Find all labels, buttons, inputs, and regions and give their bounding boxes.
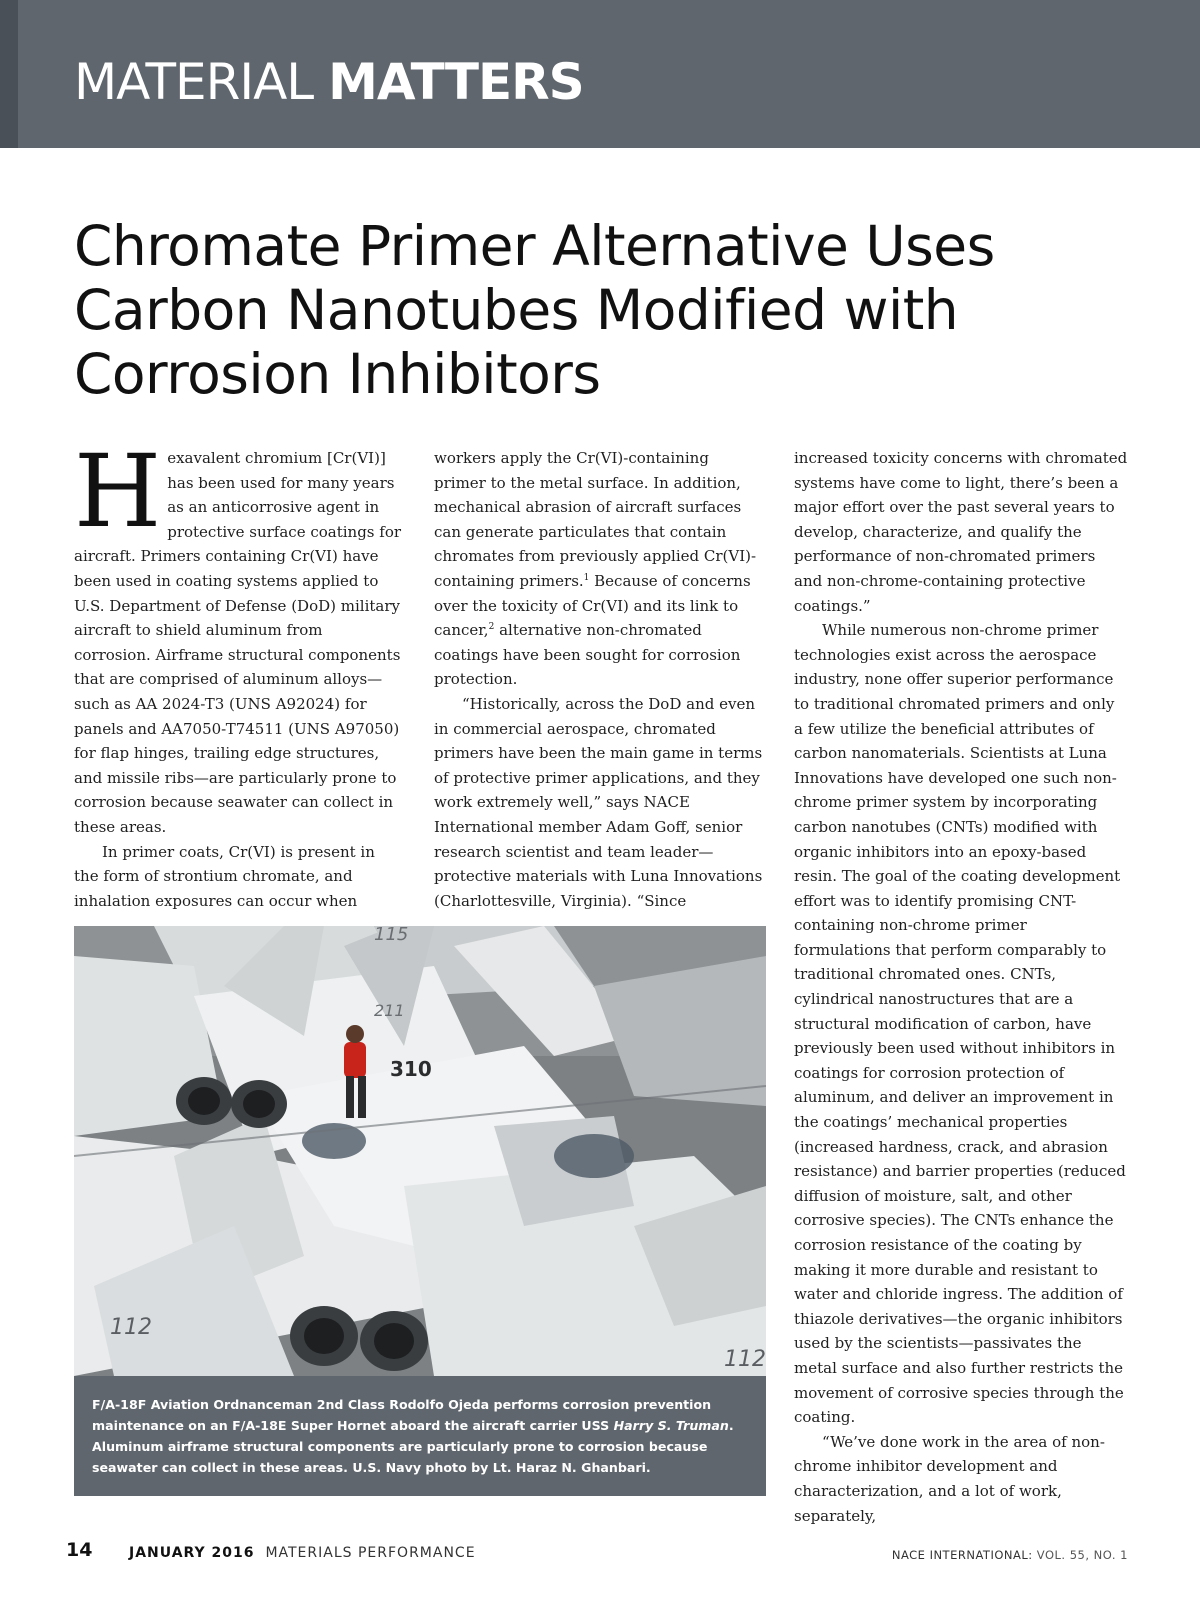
paragraph-text: Because of concerns over the toxicity of Cr(VI) and its link to cancer, — [434, 571, 751, 640]
section-title-light: MATERIAL — [74, 53, 314, 111]
paragraph-text: alternative non-chromated coatings have been sought for corrosion protection. — [434, 621, 741, 689]
footer-volume-info — [892, 1548, 1128, 1562]
crew-member-red-shirt — [344, 1042, 366, 1078]
footnote-ref-2[interactable]: 2 — [488, 622, 495, 633]
paragraph-text: exavalent chromium [Cr(VI)] has been used for many years as an anticorrosive agent in protective surface coatings for aircraft. Primers containing Cr(VI) have been used in coating systems applied to U.S. Department of Defense (DoD) military aircraft to shield aluminum from corrosion. Airframe structural components that are comprised of aluminum alloys—such as AA 2024-T3 (UNS A92024) for panels and AA7050-T74511 (UNS A97050) for flap hinges, trailing edge structures, and missile ribs—are particularly prone to corrosion because seawater can collect in these areas. — [74, 449, 402, 836]
paragraph: increased toxicity concerns with chromated systems have come to light, there’s been a major effort over the past several years to develop, characterize, and qualify the performance of non-chromated primers and non-chrome-containing protective coatings.” — [794, 449, 1128, 615]
section-title — [74, 50, 584, 114]
issue-date: JANUARY 2016 — [129, 1545, 255, 1561]
paragraph: “We’ve done work in the area of non-chrome inhibitor development and characterization, and a lot of work, separately, — [794, 1432, 1105, 1525]
article-column-3 — [794, 446, 1128, 1528]
paragraph: “Historically, across the DoD and even in commercial aerospace, chromated primers have been the main game in terms of protective primer applications, and they work extremely well,” says NACE International member Adam Goff, senior research scientist and team leader—protective materials with Luna Innovations (Charlottesville, Virginia). “Since — [434, 694, 763, 910]
aircraft-carrier-deck-illustration — [74, 926, 766, 1376]
caption-text: F/A-18F Aviation Ordnanceman 2nd Class Rodolfo Ojeda performs corrosion prevention maintenance on an F/A-18E Super Hornet aboard the aircraft carrier USS — [92, 1397, 712, 1433]
paragraph: While numerous non-chrome primer technologies exist across the aerospace industry, none offer superior performance to traditional chromated primers and only a few utilize the beneficial attributes of carbon nanomaterials. Scientists at Luna Innovations have developed one such non-chrome primer system by incorporating carbon nanotubes (CNTs) modified with organic inhibitors into an epoxy-based resin. The goal of the coating development effort was to identify promising CNT-containing non-chrome primer formulations that perform comparably to traditional chromated ones. CNTs, cylindrical nanostructures that are a structural modification of carbon, have previously been used without inhibitors in coatings for corrosion protection of aluminum, and deliver an improvement in the coatings’ mechanical properties (increased hardness, crack, and abrasion resistance) and barrier properties (reduced diffusion of moisture, salt, and other corrosive species). The CNTs enhance the corrosion resistance of the coating by making it more durable and resistant to water and chloride ingress. The addition of thiazole derivatives—the organic inhibitors used by the scientists—passivates the metal surface and also further restricts the movement of corrosive species through the coating. — [794, 621, 1126, 1427]
aircraft-number: 310 — [390, 1057, 432, 1081]
article-column-2 — [434, 446, 764, 913]
publication-name: MATERIALS PERFORMANCE — [265, 1545, 476, 1561]
photo-caption — [74, 1376, 766, 1496]
article-column-1 — [74, 433, 402, 913]
organization-name: NACE INTERNATIONAL: — [891, 1548, 1033, 1562]
caption-text: . Aluminum airframe structural components are particularly prone to corrosion because seawater can collect in these areas. U.S. Navy photo by Lt. Haraz N. Ghanbari. — [92, 1418, 734, 1475]
aircraft-number: 211 — [374, 1001, 405, 1020]
caption-ship-name: Harry S. Truman — [613, 1418, 729, 1433]
page-number: 14 — [66, 1539, 93, 1561]
footer-publication — [129, 1545, 476, 1561]
aircraft-number: 112 — [110, 1315, 152, 1340]
article-headline: Chromate Primer Alternative Uses Carbon Nanotubes Modified with Corrosion Inhibitors — [74, 214, 995, 406]
drop-cap: H — [74, 433, 162, 550]
banner-edge-stripe — [0, 0, 18, 148]
aircraft-number: 112 — [724, 1347, 766, 1372]
paragraph — [434, 446, 764, 692]
aircraft-number: 115 — [374, 926, 409, 945]
section-banner — [0, 0, 1200, 148]
footnote-ref-1[interactable]: 1 — [583, 572, 590, 583]
paragraph-text: workers apply the Cr(VI)-containing primer to the metal surface. In addition, mechanical abrasion of aircraft surfaces can generate particulates that contain chromates from previously applied Cr(VI)-containing primers. — [434, 449, 757, 590]
volume-number: VOL. 55, NO. 1 — [1036, 1548, 1128, 1562]
paragraph: In primer coats, Cr(VI) is present in the form of strontium chromate, and inhalation exposures can occur when — [74, 842, 375, 910]
paragraph — [74, 433, 402, 840]
section-title-bold: MATTERS — [328, 53, 584, 111]
article-photo — [74, 926, 766, 1376]
